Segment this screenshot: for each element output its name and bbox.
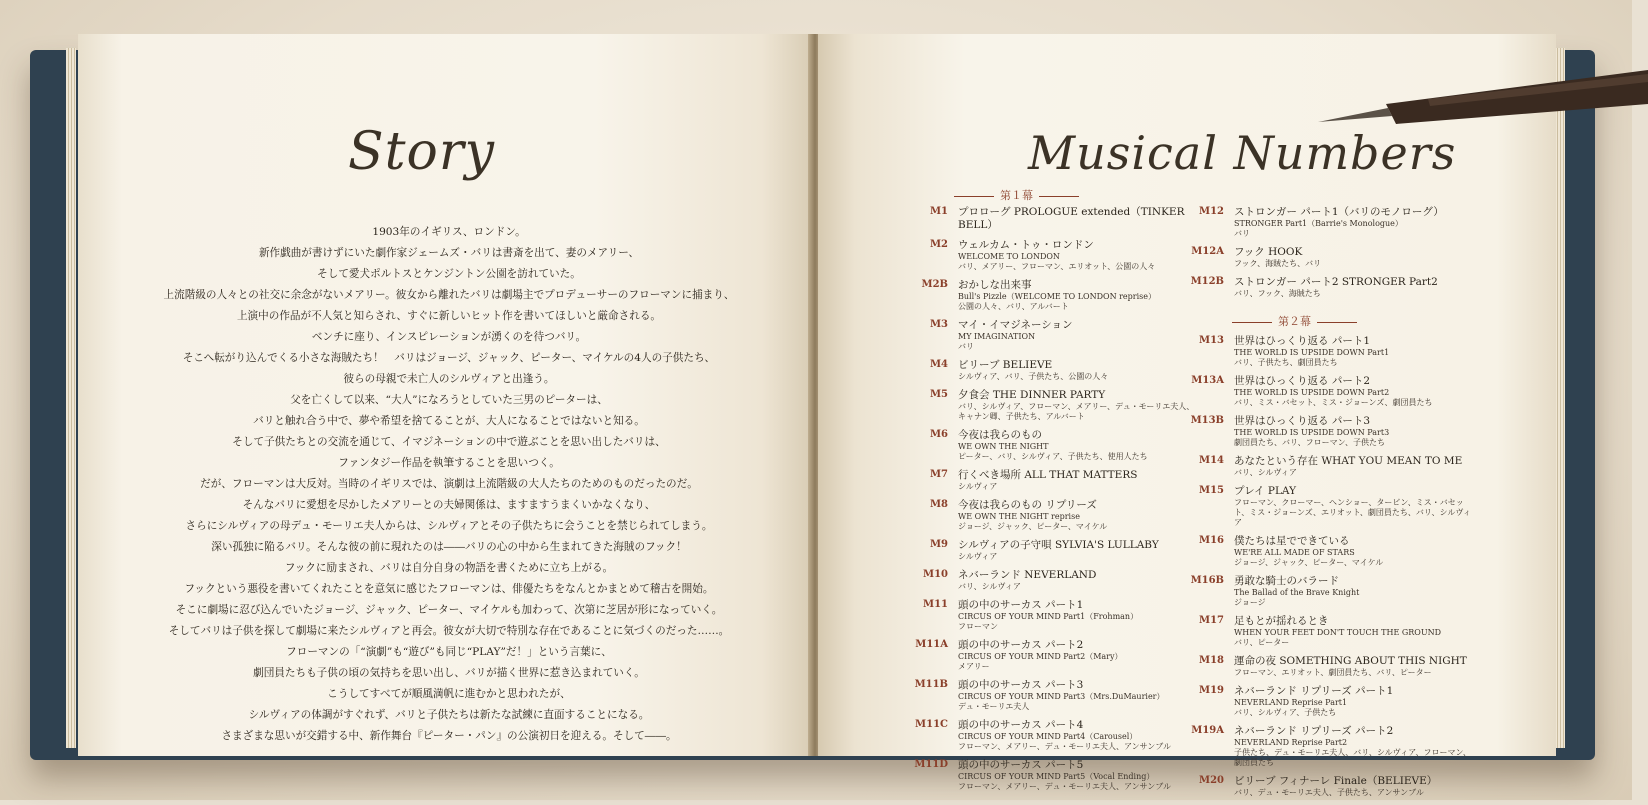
song-item	[906, 279, 1196, 312]
song-title-en: NEVERLAND Reprise Part1	[1234, 698, 1348, 707]
song-title-en: The Ballad of the Brave Knight	[1234, 588, 1360, 597]
story-line: シルヴィアの体調がすぐれず、バリと子供たちは新たな試練に直面することになる。	[248, 709, 650, 721]
numbers-column-1	[906, 206, 1196, 799]
musical-numbers-title: Musical Numbers	[1028, 126, 1457, 180]
song-title-jp: 頭の中のサーカス パート3	[958, 679, 1084, 691]
song-item	[906, 389, 1196, 422]
song-cast: フローマン、メアリー、デュ・モーリエ夫人、アンサンブル	[958, 742, 1171, 751]
story-line: バリと触れ合う中で、夢や希望を捨てることが、大人になることではないと知る。	[253, 415, 645, 427]
song-code: M14	[1199, 455, 1224, 466]
song-title-jp: ストロンガー パート2 STRONGER Part2	[1234, 276, 1438, 288]
song-cast: ジョージ、ジャック、ピーター、マイケル	[1234, 558, 1384, 567]
song-title-en: WE'RE ALL MADE OF STARS	[1234, 548, 1355, 557]
story-line: ファンタジー作品を執筆することを思いつく。	[338, 457, 560, 469]
song-title-jp: ストロンガー パート1（バリのモノローグ）	[1234, 206, 1444, 218]
song-title-en: THE WORLD IS UPSIDE DOWN Part2	[1234, 388, 1390, 397]
song-item	[1182, 206, 1472, 239]
song-item	[906, 469, 1196, 492]
song-cast: バリ、シルヴィア	[1234, 468, 1297, 477]
story-line: フックに励まされ、バリは自分自身の物語を書くために立ち上がる。	[284, 562, 614, 574]
song-title-en: CIRCUS OF YOUR MIND Part5（Vocal Ending）	[958, 772, 1155, 781]
story-line: そしてバリは子供を探して劇場に来たシルヴィアと再会。彼女が大切で特別な存在であることに気づくのだった……。	[168, 625, 730, 637]
song-item	[906, 679, 1196, 712]
song-title-en: THE WORLD IS UPSIDE DOWN Part3	[1234, 428, 1390, 437]
song-item	[1182, 725, 1472, 768]
song-item	[906, 719, 1196, 752]
song-code: M11C	[915, 719, 948, 730]
song-item	[906, 639, 1196, 672]
story-line: 上流階級の人々との社交に余念がないメアリー。彼女から離れたバリは劇場主でプロデューサーのフローマンに捕まり、	[163, 289, 735, 301]
song-code: M16	[1199, 535, 1224, 546]
song-title-jp: ビリーブ フィナーレ Finale（BELIEVE）	[1234, 775, 1438, 787]
song-item	[906, 569, 1196, 592]
song-item	[1182, 375, 1472, 408]
story-line: そして子供たちとの交流を通じて、イマジネーションの中で遊ぶことを思い出したバリは、	[232, 436, 666, 448]
page-edge-right	[1555, 48, 1565, 748]
song-cast: デュ・モーリエ夫人	[958, 702, 1030, 711]
song-title-jp: 夕食会 THE DINNER PARTY	[958, 389, 1106, 401]
story-line: 彼らの母親で未亡人のシルヴィアと出逢う。	[343, 373, 555, 385]
numbers-column-2	[1182, 206, 1472, 805]
song-item	[906, 319, 1196, 352]
song-title-jp: 足もとが揺れるとき	[1234, 615, 1329, 627]
left-page	[78, 34, 813, 756]
song-code: M2	[929, 239, 948, 250]
song-title-jp: あなたという存在 WHAT YOU MEAN TO ME	[1234, 455, 1463, 467]
song-item	[1182, 246, 1472, 269]
song-cast: バリ	[958, 342, 974, 351]
song-code: M18	[1199, 655, 1224, 666]
song-item	[1182, 455, 1472, 478]
song-title-jp: プレイ PLAY	[1234, 485, 1297, 497]
song-title-en: STRONGER Part1（Barrie's Monologue）	[1234, 219, 1403, 228]
song-title-en: MY IMAGINATION	[958, 332, 1036, 341]
song-cast: バリ、メアリー、フローマン、エリオット、公園の人々	[958, 262, 1156, 271]
story-line: 上演中の作品が不人気と知らされ、すぐに新しいヒット作を書いてほしいと厳命される。	[236, 310, 662, 322]
story-line: ベンチに座り、インスピレーションが湧くのを待つバリ。	[311, 331, 587, 343]
song-cast: シルヴィア	[958, 552, 998, 561]
story-line: 深い孤独に陥るバリ。そんな彼の前に現れたのは――バリの心の中から生まれてきた海賊のフック！	[211, 541, 687, 553]
story-line: フローマンの「“演劇”も“遊び”も同じ“PLAY”だ！」という言葉に、	[286, 646, 612, 658]
song-code: M3	[929, 319, 948, 330]
song-title-jp: 運命の夜 SOMETHING ABOUT THIS NIGHT	[1234, 655, 1467, 667]
song-title-jp: 勇敢な騎士のバラード	[1234, 575, 1339, 587]
song-cast: バリ、シルヴィア	[958, 582, 1021, 591]
song-item	[1182, 415, 1472, 448]
act2-heading	[1226, 313, 1472, 329]
page-edge-left	[66, 48, 76, 748]
song-item	[906, 499, 1196, 532]
song-code: M2B	[921, 279, 948, 290]
song-cast: バリ、シルヴィア、子供たち	[1234, 708, 1337, 717]
song-item	[906, 539, 1196, 562]
song-code: M11D	[914, 759, 948, 770]
song-code: M13B	[1190, 415, 1224, 426]
story-line: 父を亡くして以来、“大人”になろうとしていた三男のピーターは、	[290, 394, 608, 406]
act1-label: 第１幕	[1000, 189, 1033, 202]
right-page	[818, 34, 1556, 797]
song-title-jp: 頭の中のサーカス パート1	[958, 599, 1084, 611]
song-cast: メアリー	[958, 662, 990, 671]
story-line: さまざまな思いが交錯する中、新作舞台『ピーター・パン』の公演初日を迎える。そして――。	[221, 730, 677, 742]
story-line: 新作戯曲が書けずにいた劇作家ジェームズ・バリは書斎を出て、妻のメアリー、	[258, 247, 640, 259]
story-text	[114, 222, 784, 747]
song-title-jp: 世界はひっくり返る パート1	[1234, 335, 1371, 347]
song-title-en: CIRCUS OF YOUR MIND Part4（Carousel）	[958, 732, 1138, 741]
song-code: M19	[1199, 685, 1224, 696]
song-cast: シルヴィア	[958, 482, 998, 491]
song-title-en: CIRCUS OF YOUR MIND Part2（Mary）	[958, 652, 1123, 661]
song-cast: バリ、シルヴィア、フローマン、メアリー、デュ・モーリエ夫人、キャナン卿、子供たち、アルバート	[958, 402, 1195, 421]
song-title-jp: プロローグ PROLOGUE extended（TINKER BELL）	[958, 206, 1185, 231]
song-cast: フック、海賊たち、バリ	[1234, 259, 1322, 268]
story-title: Story	[348, 122, 496, 182]
song-code: M11A	[915, 639, 948, 650]
song-code: M16B	[1190, 575, 1224, 586]
song-cast: フローマン、クローマー、ヘンショー、タービン、ミス・バセット、ミス・ジョーンズ、エリオット、劇団員たち、バリ、シルヴィア	[1234, 498, 1471, 527]
song-cast: フローマン、エリオット、劇団員たち、バリ、ピーター	[1234, 668, 1432, 677]
song-cast: バリ、子供たち、劇団員たち	[1234, 358, 1338, 367]
song-item	[906, 759, 1196, 792]
song-item	[906, 359, 1196, 382]
song-title-en: NEVERLAND Reprise Part2	[1234, 738, 1348, 747]
story-line: さらにシルヴィアの母デュ・モーリエ夫人からは、シルヴィアとその子供たちに会うことを禁じられてしまう。	[185, 520, 713, 532]
story-line: 劇団員たちも子供の頃の気持ちを思い出し、バリが描く世界に惹き込まれていく。	[253, 667, 645, 679]
song-title-jp: マイ・イマジネーション	[958, 319, 1073, 331]
song-code: M19A	[1191, 725, 1224, 736]
song-code: M5	[929, 389, 948, 400]
song-item	[906, 206, 1196, 232]
song-code: M13A	[1191, 375, 1224, 386]
song-title-jp: 世界はひっくり返る パート2	[1234, 375, 1371, 387]
story-line: そんなバリに愛想を尽かしたメアリーとの夫婦関係は、ますますうまくいかなくなり、	[242, 499, 656, 511]
song-code: M20	[1199, 775, 1224, 786]
song-cast: バリ、デュ・モーリエ夫人、子供たち、アンサンブル	[1234, 788, 1424, 797]
song-item	[1182, 535, 1472, 568]
song-cast: バリ、フック、海賊たち	[1234, 289, 1321, 298]
song-item	[1182, 485, 1472, 528]
song-title-en: THE WORLD IS UPSIDE DOWN Part1	[1234, 348, 1390, 357]
song-item	[1182, 685, 1472, 718]
song-code: M7	[929, 469, 948, 480]
song-title-jp: 今夜は我らのもの	[958, 429, 1042, 441]
song-code: M9	[929, 539, 948, 550]
song-title-en: WE OWN THE NIGHT	[958, 442, 1049, 451]
song-title-jp: 頭の中のサーカス パート2	[958, 639, 1084, 651]
song-code: M17	[1199, 615, 1224, 626]
song-item	[906, 599, 1196, 632]
song-title-en: WE OWN THE NIGHT reprise	[958, 512, 1080, 521]
story-line: フックという悪役を書いてくれたことを意気に感じたフローマンは、俳優たちをなんとかまとめて稽古を開始。	[184, 583, 714, 595]
song-item	[1182, 575, 1472, 608]
song-item	[906, 429, 1196, 462]
song-code: M11B	[914, 679, 948, 690]
song-title-en: WELCOME TO LONDON	[958, 252, 1060, 261]
song-item	[1182, 655, 1472, 678]
song-cast: フローマン	[958, 622, 998, 631]
song-code: M10	[923, 569, 948, 580]
song-title-en: CIRCUS OF YOUR MIND Part1（Frohman）	[958, 612, 1139, 621]
song-cast: ジョージ、ジャック、ピーター、マイケル	[958, 522, 1108, 531]
song-title-jp: ネバーランド リプリーズ パート2	[1234, 725, 1394, 737]
song-title-jp: 行くべき場所 ALL THAT MATTERS	[958, 469, 1138, 481]
song-title-jp: ウェルカム・トゥ・ロンドン	[958, 239, 1094, 251]
song-title-jp: 世界はひっくり返る パート3	[1234, 415, 1371, 427]
song-title-jp: おかしな出来事	[958, 279, 1032, 291]
song-code: M15	[1199, 485, 1224, 496]
song-title-jp: 頭の中のサーカス パート5	[958, 759, 1084, 771]
act2-label: 第２幕	[1278, 315, 1311, 328]
song-code: M13	[1199, 335, 1224, 346]
song-cast: フローマン、メアリー、デュ・モーリエ夫人、アンサンブル	[958, 782, 1171, 791]
song-cast: 子供たち、デュ・モーリエ夫人、バリ、シルヴィア、フローマン、劇団員たち	[1234, 748, 1471, 767]
song-title-en: CIRCUS OF YOUR MIND Part3（Mrs.DuMaurier）	[958, 692, 1165, 701]
song-code: M6	[929, 429, 948, 440]
song-cast: シルヴィア、バリ、子供たち、公園の人々	[958, 372, 1109, 381]
song-code: M12A	[1191, 246, 1224, 257]
story-line: 1903年のイギリス、ロンドン。	[372, 226, 526, 238]
story-line: だが、フローマンは大反対。当時のイギリスでは、演劇は上流階級の大人たちのためのものだったのだ。	[200, 478, 698, 490]
act1-heading	[948, 187, 1085, 203]
song-code: M1	[929, 206, 948, 217]
story-line: そこに劇場に忍び込んでいたジョージ、ジャック、ピーター、マイケルも加わって、次第に芝居が形になっていく。	[175, 604, 723, 616]
song-title-jp: シルヴィアの子守唄 SYLVIA'S LULLABY	[958, 539, 1159, 551]
song-item	[906, 239, 1196, 272]
song-cast: バリ、ミス・バセット、ミス・ジョーンズ、劇団員たち	[1234, 398, 1433, 407]
song-title-en: Bull's Pizzle（WELCOME TO LONDON reprise）	[958, 292, 1157, 301]
fountain-pen-icon	[1318, 64, 1648, 136]
song-item	[1182, 276, 1472, 299]
song-code: M11	[923, 599, 948, 610]
song-code: M12B	[1190, 276, 1224, 287]
song-cast: バリ	[1234, 229, 1250, 238]
song-title-jp: ネバーランド リプリーズ パート1	[1234, 685, 1394, 697]
song-title-jp: 今夜は我らのもの リプリーズ	[958, 499, 1097, 511]
song-title-jp: 頭の中のサーカス パート4	[958, 719, 1084, 731]
song-cast: ピーター、バリ、シルヴィア、子供たち、使用人たち	[958, 452, 1148, 461]
song-code: M12	[1199, 206, 1224, 217]
song-cast: ジョージ	[1234, 598, 1266, 607]
song-code: M4	[929, 359, 948, 370]
song-cast: 公園の人々、バリ、アルバート	[958, 302, 1069, 311]
song-cast: 劇団員たち、バリ、フローマン、子供たち	[1234, 438, 1385, 447]
song-title-en: WHEN YOUR FEET DON'T TOUCH THE GROUND	[1234, 628, 1441, 637]
song-title-jp: ビリーブ BELIEVE	[958, 359, 1053, 371]
song-title-jp: フック HOOK	[1234, 246, 1303, 258]
song-item	[1182, 335, 1472, 368]
story-line: そこへ転がり込んでくる小さな海賊たち！ バリはジョージ、ジャック、ピーター、マイケルの4人の子供たち、	[182, 352, 716, 364]
story-line: こうしてすべてが順風満帆に進むかと思われたが、	[327, 688, 571, 700]
song-item	[1182, 775, 1472, 798]
song-cast: バリ、ピーター	[1234, 638, 1290, 647]
song-code: M8	[929, 499, 948, 510]
song-title-jp: ネバーランド NEVERLAND	[958, 569, 1097, 581]
story-line: そして愛犬ポルトスとケンジントン公園を訪れていた。	[317, 268, 581, 280]
song-title-jp: 僕たちは星でできている	[1234, 535, 1350, 547]
song-item	[1182, 615, 1472, 648]
